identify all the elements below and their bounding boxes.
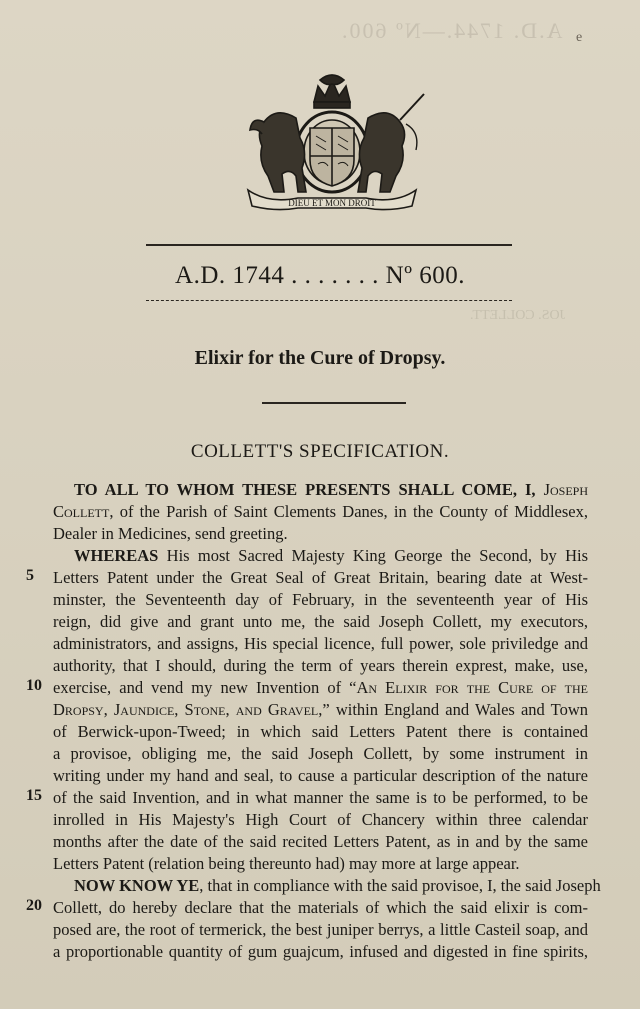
- body-line-21: posed are, the root of termerick, the best juniper berrys, a little Casteil soap, and: [53, 920, 588, 939]
- body-line-16: inrolled in His Majesty's High Court of Chancery within three calendar: [53, 810, 588, 829]
- bleed-through-margin: JOS. COLLETT.: [470, 308, 566, 323]
- specification-heading: COLLETT'S SPECIFICATION.: [190, 441, 450, 462]
- line-number-20: 20: [26, 897, 42, 914]
- title-rule: [262, 402, 406, 404]
- body-line-19: NOW KNOW YE, that in compliance with the said provisoe, I, the said Joseph: [74, 876, 601, 895]
- corner-mark: e: [576, 30, 583, 45]
- body-line-8: administrators, and assigns, His special licence, full power, sole priviledge and: [53, 634, 588, 653]
- line-number-5: 5: [26, 567, 34, 584]
- body-line-2: Collett, of the Parish of Saint Clements Danes, in the County of Middlesex,: [53, 502, 588, 521]
- body-line-22: a proportionable quantity of gum guajcum, infused and digested in fine spirits,: [53, 942, 588, 961]
- body-line-3: Dealer in Medicines, send greeting.: [53, 524, 288, 543]
- body-line-13: a provisoe, obliging me, the said Joseph Collett, by some instrument in: [53, 744, 588, 763]
- body-line-1: TO ALL TO WHOM THESE PRESENTS SHALL COME, I, Joseph: [74, 480, 588, 499]
- patent-header: A.D. 1744 . . . . . . . Nº 600.: [175, 262, 465, 289]
- line-number-10: 10: [26, 677, 42, 694]
- body-line-6: minster, the Seventeenth day of February, in the seventeenth year of His: [53, 590, 588, 609]
- body-line-11: Dropsy, Jaundice, Stone, and Gravel,” within England and Wales and Town: [53, 700, 588, 719]
- patent-title: Elixir for the Cure of Dropsy.: [194, 347, 446, 369]
- top-rule: [146, 244, 512, 246]
- body-line-7: reign, did give and grant unto me, the said Joseph Collett, my executors,: [53, 612, 588, 631]
- body-line-14: writing under my hand and seal, to cause a particular description of the nature: [53, 766, 588, 785]
- body-line-15: of the said Invention, and in what manner the same is to be performed, to be: [53, 788, 588, 807]
- line-number-15: 15: [26, 787, 42, 804]
- body-line-4: WHEREAS His most Sacred Majesty King George the Second, by His: [74, 546, 588, 565]
- body-line-9: authority, that I should, during the term of years therein exprest, make, use,: [53, 656, 588, 675]
- body-line-18: Letters Patent (relation being thereunto had) may more at large appear.: [53, 854, 520, 873]
- body-line-10: exercise, and vend my new Invention of “An Elixir for the Cure of the: [53, 678, 588, 697]
- header-rule: [146, 300, 512, 301]
- body-line-17: months after the date of the said recited Letters Patent, as in and by the same: [53, 832, 588, 851]
- body-line-20: Collett, do hereby declare that the materials of which the said elixir is com-: [53, 898, 588, 917]
- body-line-12: of Berwick-upon-Tweed; in which said Letters Patent there is contained: [53, 722, 588, 741]
- royal-coat-of-arms-icon: [228, 72, 436, 212]
- body-line-5: Letters Patent under the Great Seal of Great Britain, bearing date at West-: [53, 568, 588, 587]
- bleed-through-header: A.D. 1744.—Nº 600.: [340, 18, 563, 43]
- crest-motto: DIEU ET MON DROIT: [288, 198, 376, 208]
